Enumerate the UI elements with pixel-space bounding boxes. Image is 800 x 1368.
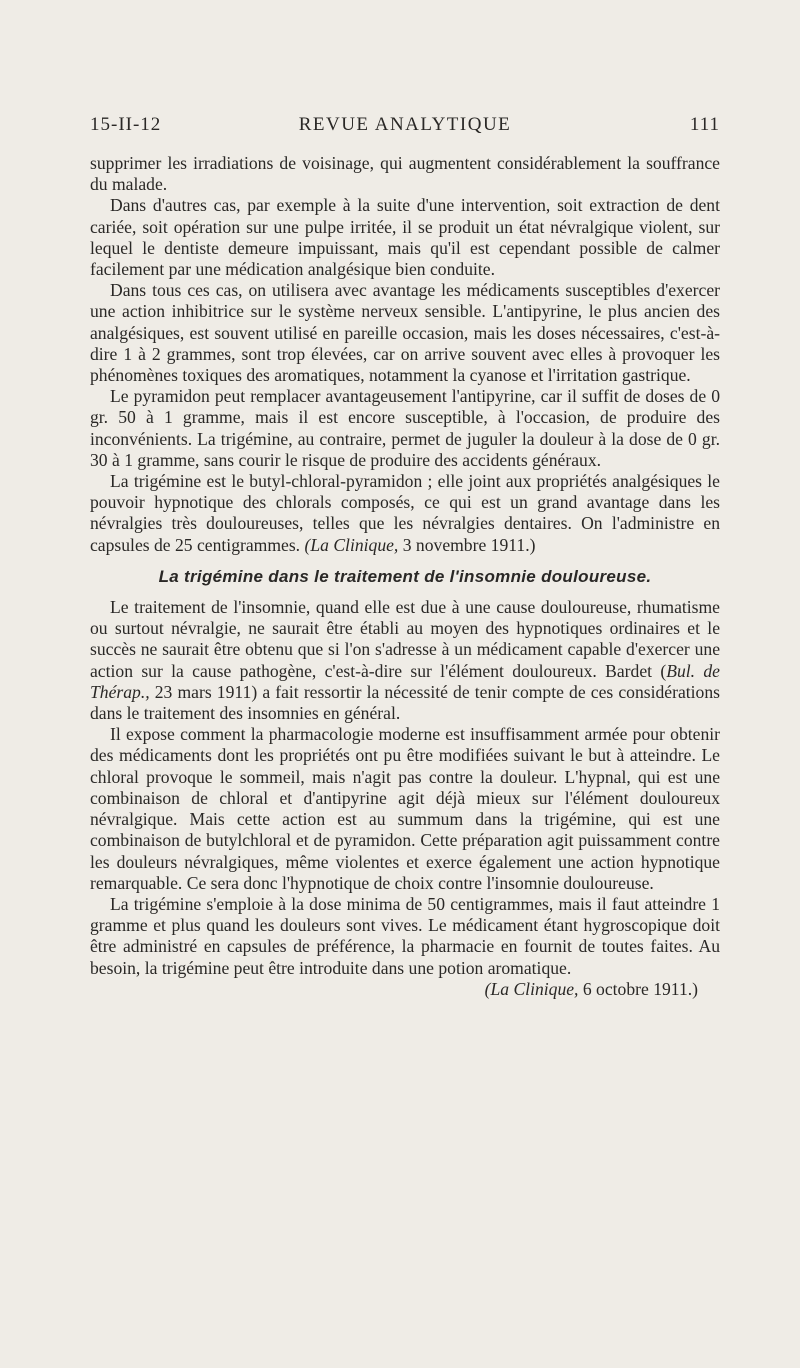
paragraph [90, 597, 720, 724]
issue-date: 15-II-12 [90, 114, 162, 135]
journal-title: REVUE ANALYTIQUE [298, 114, 512, 135]
paragraph [90, 471, 720, 556]
paragraph: La trigémine s'emploie à la dose minima de 50 centigrammes, mais il faut atteindre 1 gramme et plus quand les douleurs sont vives. Le médicament étant hygroscopique doit être administré en capsules de préférence, la pharmacie en fournit de toutes faites. Au besoin, la trigémine peut être introduite dans une potion aromatique. [90, 893, 720, 978]
paragraph: Dans tous ces cas, on utilisera avec avantage les médicaments susceptibles d'exercer une action inhibitrice sur le système nerveux sensible. L'antipyrine, le plus ancien des analgésiques, est souvent utilisé en pareille occasion, mais les doses nécessaires, c'est-à-dire 1 à 2 grammes, sont trop élevées, car on arrive souvent avec elles à provoquer les phénomènes toxiques des aromatiques, notamment la cyanose et l'irritation gastrique. [90, 280, 720, 386]
reference-citation: Bul. de Thérap., [90, 660, 720, 702]
paragraph: Il expose comment la pharmacologie moderne est insuffisamment armée pour obtenir des médicaments dont les propriétés ont pu être modifiées suivant le but à atteindre. Le chloral provoque le sommeil, mais n'agit pas contre la douleur. L'hypnal, qui est une combinaison de chloral et d'antipyrine agit déjà mieux sur l'élément douloureux névralgique. Mais cette action est au summum dans la trigémine, qui est une combinaison de butylchloral et de pyramidon. Cette préparation agit puissamment contre les douleurs névralgiques, même violentes et exerce également une action hypnotique remarquable. Ce sera donc l'hypnotique de choix contre l'insomnie douloureuse. [90, 724, 720, 893]
running-header [90, 114, 720, 144]
source-date: 3 novembre 1911.) [398, 534, 536, 555]
paragraph-text: 23 mars 1911) a fait ressortir la nécessité de tenir compte de ces considérations dans le traitement des insomnies en général. [90, 681, 720, 724]
paragraph: Dans d'autres cas, par exemple à la suite d'une intervention, soit extraction de dent cariée, soit opération sur une pulpe irritée, il se produit un état névralgique violent, sur lequel le dentiste demeure impuissant, mais qu'il est cependant possible de calmer facilement par une médication analgésique bien conduite. [90, 195, 720, 280]
source-citation: (La Clinique, [484, 978, 579, 999]
page-body [90, 153, 720, 1000]
paragraph-text: La trigémine est le butyl-chloral-pyramidon ; elle joint aux propriétés analgésiques le pouvoir hypnotique des chlorals composés, ce qui est un grand avantage dans les névralgies très douloureuses, telles que les névralgies dentaires. On l'administre en capsules de 25 centigrammes. [90, 471, 720, 555]
source-line [90, 979, 720, 1000]
source-citation: (La Clinique, [304, 534, 399, 555]
section-heading: La trigémine dans le traitement de l'insomnie douloureuse. [158, 566, 652, 586]
page-number: 111 [689, 114, 720, 135]
paragraph-text: Le traitement de l'insomnie, quand elle est due à une cause douloureuse, rhumatisme ou surtout névralgie, ne saurait être établi au moyen des hypnotiques ordinaires et le succès ne saurait être obtenu que si l'on s'adresse à un médicament capable d'exercer une action sur la cause pathogène, c'est-à-dire sur l'élément douloureux. Bardet ( [90, 597, 720, 681]
paragraph: supprimer les irradiations de voisinage, qui augmentent considérablement la souffrance du malade. [90, 153, 720, 195]
paragraph: Le pyramidon peut remplacer avantageusement l'antipyrine, car il suffit de doses de 0 gr. 50 à 1 gramme, mais il est encore susceptible, à l'occasion, de produire des inconvénients. La trigémine, au contraire, permet de juguler la douleur à la dose de 0 gr. 30 à 1 gramme, sans courir le risque de produire des accidents généraux. [90, 386, 720, 470]
source-date: 6 octobre 1911.) [578, 978, 698, 999]
